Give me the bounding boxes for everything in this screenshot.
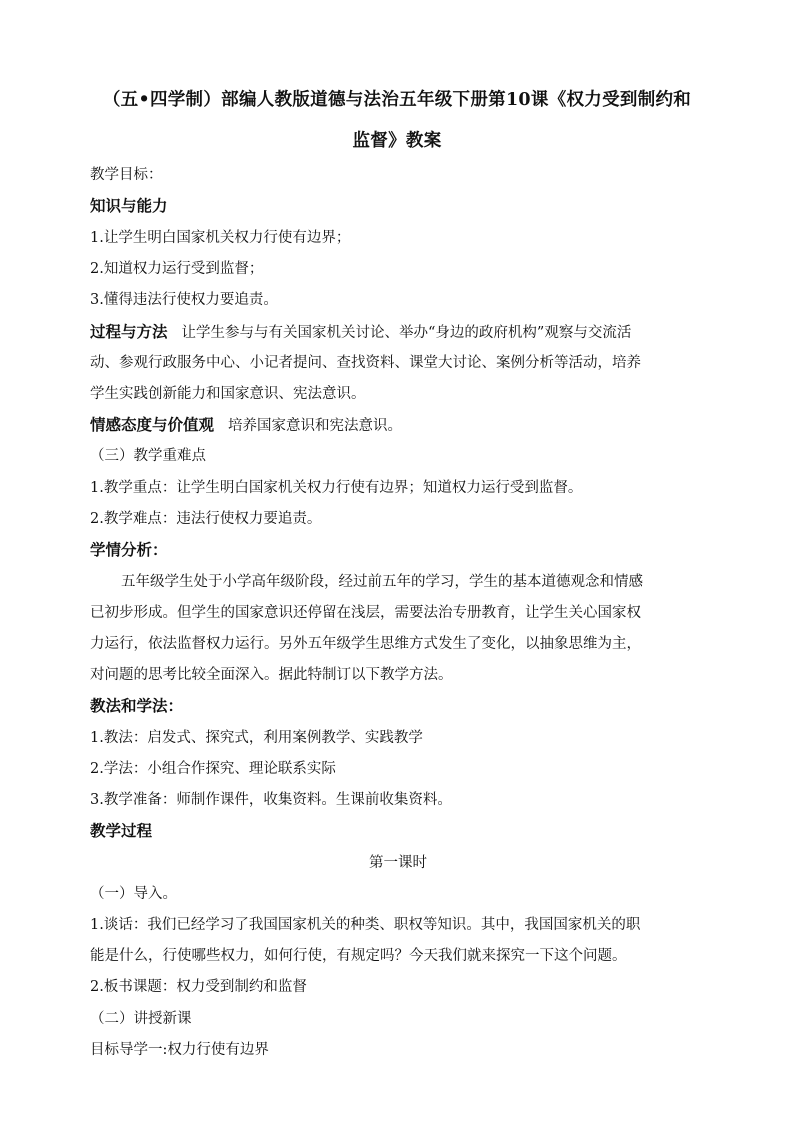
methods-item: 1.教法：启发式、探究式，利用案例教学、实践教学 [90, 730, 423, 746]
process-text-line: 学生实践创新能力和国家意识、宪法意识。 [90, 386, 366, 402]
knowledge-item: 1.让学生明白国家机关权力行使有边界； [90, 230, 351, 246]
knowledge-item: 3.懂得违法行使权力要追责。 [90, 292, 278, 308]
emotion-heading: 情感态度与价值观 [90, 415, 215, 434]
keypoints-item: 2.教学难点：违法行使权力要追责。 [90, 511, 322, 527]
intro-line: 2.板书课题：权力受到制约和监督 [90, 979, 307, 995]
analysis-line: 力运行，依法监督权力运行。另外五年级学生思维方式发生了变化，以抽象思维为主， [90, 636, 641, 652]
emotion-paragraph [90, 415, 706, 436]
process-text: 让学生参与与有关国家机关讨论、举办“身边的政府机构”观察与交流活 [181, 325, 632, 341]
goal-one: 目标导学一:权力行使有边界 [90, 1042, 269, 1058]
document-title-line-1: （五•四学制）部编人教版道德与法治五年级下册第10课《权力受到制约和 [102, 90, 692, 110]
document-title-line-2: 监督》教案 [352, 131, 442, 151]
process-paragraph [90, 322, 706, 343]
objectives-label: 教学目标： [90, 167, 163, 183]
new-lesson-heading: （二）讲授新课 [90, 1011, 192, 1027]
analysis-line: 五年级学生处于小学高年级阶段，经过前五年的学习，学生的基本道德观念和情感 [121, 574, 643, 590]
methods-heading: 教法和学法： [90, 696, 184, 715]
analysis-line: 已初步形成。但学生的国家意识还停留在浅层，需要法治专册教育，让学生关心国家权 [90, 605, 641, 621]
analysis-line: 对问题的思考比较全面深入。据此特制订以下教学方法。 [90, 667, 453, 683]
knowledge-item: 2.知道权力运行受到监督； [90, 261, 264, 277]
process-heading: 过程与方法 [90, 322, 168, 341]
methods-item: 3.教学准备：师制作课件，收集资料。生课前收集资料。 [90, 792, 452, 808]
process-text-line: 动、参观行政服务中心、小记者提问、查找资料、课堂大讨论、案例分析等活动，培养 [90, 355, 641, 371]
emotion-text: 培养国家意识和宪法意识。 [228, 418, 403, 434]
intro-heading: （一）导入。 [90, 886, 177, 902]
intro-line: 1.谈话：我们已经学习了我国国家机关的种类、职权等知识。其中，我国国家机关的职 [90, 917, 641, 933]
intro-line: 能是什么，行使哪些权力，如何行使，有规定吗？今天我们就来探究一下这个问题。 [90, 948, 627, 964]
methods-item: 2.学法：小组合作探究、理论联系实际 [90, 761, 336, 777]
keypoints-heading: （三）教学重难点 [90, 448, 206, 464]
keypoints-item: 1.教学重点：让学生明白国家机关权力行使有边界；知道权力运行受到监督。 [90, 480, 583, 496]
knowledge-heading: 知识与能力 [90, 196, 168, 215]
analysis-heading: 学情分析： [90, 540, 168, 559]
process-section-heading: 教学过程 [90, 821, 153, 840]
lesson-label: 第一课时 [369, 855, 427, 871]
